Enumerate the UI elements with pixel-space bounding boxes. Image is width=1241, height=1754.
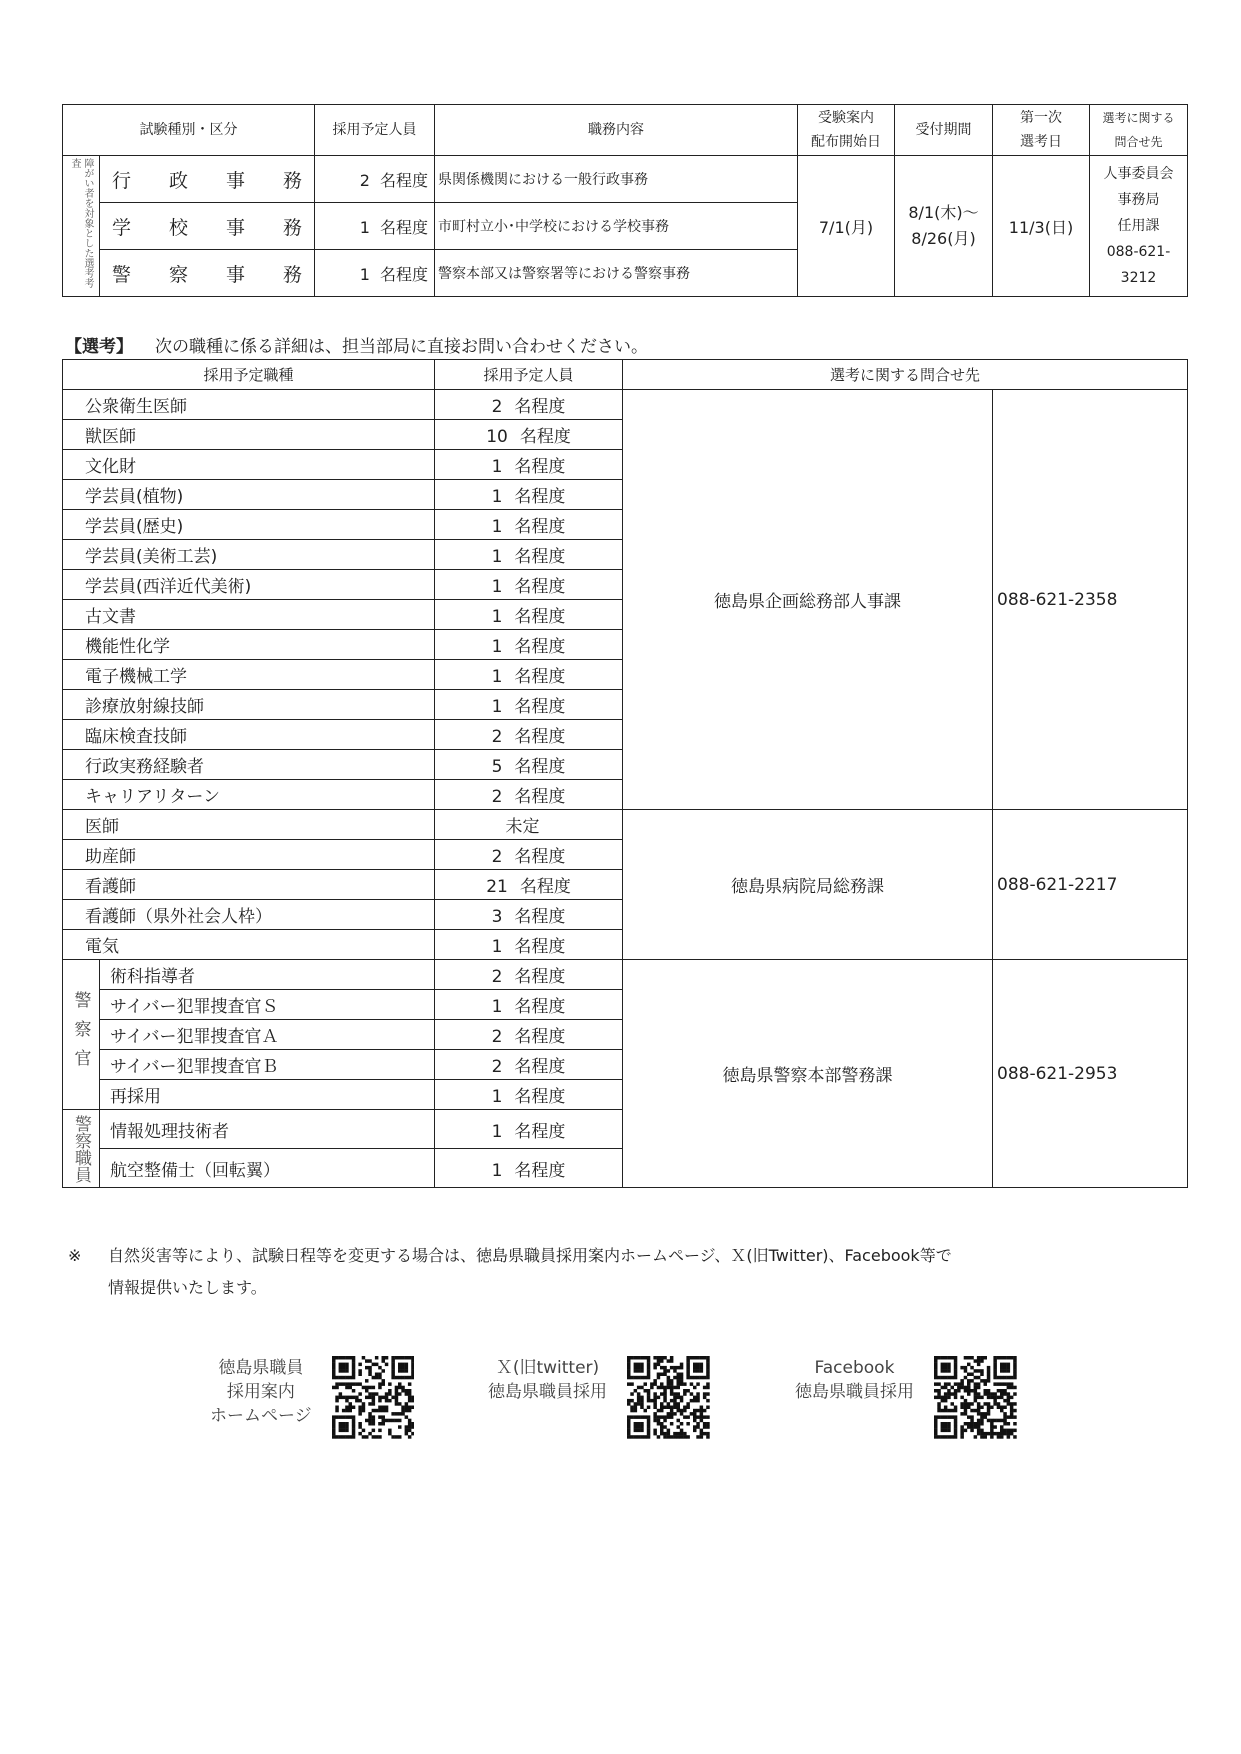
count-value: 1	[491, 667, 503, 687]
job-title: 医師	[63, 810, 435, 840]
table-row	[63, 156, 1188, 203]
planned-count	[435, 960, 623, 990]
table-header-row	[63, 360, 1188, 390]
header-category: 試験種別・区分	[63, 105, 315, 156]
job-title: 航空整備士（回転翼）	[100, 1149, 435, 1188]
count-value: 1	[491, 1160, 503, 1181]
count-value: 1	[491, 517, 503, 537]
qr-code-icon[interactable]	[627, 1356, 710, 1439]
contact-line: 事務局	[1117, 192, 1160, 208]
planned-count	[435, 840, 623, 870]
planned-count	[435, 1050, 623, 1080]
subgroup-label: 警察官	[63, 960, 100, 1110]
note-line: 情報提供いたします。	[108, 1278, 267, 1297]
job-title: 電子機械工学	[63, 660, 435, 690]
qr-label-line: Facebook	[814, 1358, 895, 1378]
planned-count	[435, 480, 623, 510]
duty-description: 警察本部又は警察署等における警察事務	[435, 250, 798, 297]
planned-count	[435, 930, 623, 960]
contact-line: 3212	[1120, 270, 1157, 286]
planned-count	[435, 750, 623, 780]
planned-count	[435, 630, 623, 660]
job-title: 学芸員(西洋近代美術)	[63, 570, 435, 600]
count-value: 3	[491, 907, 503, 927]
contact-department: 徳島県警察本部警務課	[623, 960, 993, 1188]
duty-description: 市町村立小･中学校における学校事務	[435, 203, 798, 250]
qr-label-line: 徳島県職員採用	[488, 1382, 607, 1402]
count-unit: 名程度	[514, 1057, 566, 1077]
job-title: 獣医師	[63, 420, 435, 450]
qr-code-graphic	[627, 1356, 710, 1439]
planned-count	[435, 780, 623, 810]
qr-label	[488, 1356, 607, 1404]
count-unit: 名程度	[514, 1121, 566, 1142]
note-line: 自然災害等により、試験日程等を変更する場合は、徳島県職員採用案内ホームページ、Ｘ(旧Twitter)、Facebook等で	[108, 1246, 952, 1265]
count-value: 1	[359, 264, 370, 284]
category-char: 警	[112, 263, 132, 286]
qr-label	[210, 1356, 312, 1428]
planned-count	[315, 203, 435, 250]
qr-x-twitter[interactable]	[488, 1356, 710, 1439]
header-line: 配布開始日	[811, 134, 881, 150]
exam-category	[100, 156, 315, 203]
header-line: 選考日	[1020, 134, 1062, 150]
note-mark: ※	[68, 1246, 82, 1265]
count-value: 2	[359, 170, 370, 190]
job-title: 学芸員(歴史)	[63, 510, 435, 540]
header-count: 採用予定人員	[435, 360, 623, 390]
contact-phone: 088-621-2953	[993, 960, 1188, 1188]
count-value: 2	[491, 397, 503, 417]
count-value: 10	[486, 427, 508, 447]
count-value: 1	[491, 1121, 503, 1142]
header-line: 問合せ先	[1114, 135, 1163, 149]
guide-start-date: 7/1(月)	[798, 156, 895, 297]
count-unit: 名程度	[514, 967, 566, 987]
contact-phone: 088-621-2358	[993, 390, 1188, 810]
job-title: 機能性化学	[63, 630, 435, 660]
count-unit: 名程度	[514, 937, 566, 957]
category-char: 政	[168, 169, 188, 192]
count-value: 2	[491, 727, 503, 747]
count-unit: 名程度	[514, 1027, 566, 1047]
count-value: 2	[491, 787, 503, 807]
count-value: 1	[491, 547, 503, 567]
job-title: キャリアリターン	[63, 780, 435, 810]
category-char: 事	[225, 169, 245, 192]
header-guide-start	[798, 105, 895, 156]
count-unit: 名程度	[379, 217, 428, 237]
category-char: 事	[225, 263, 245, 286]
count-value: 1	[491, 577, 503, 597]
header-application: 受付期間	[895, 105, 993, 156]
count-unit: 名程度	[514, 907, 566, 927]
count-unit: 名程度	[514, 787, 566, 807]
planned-count	[435, 1080, 623, 1110]
job-title: サイバー犯罪捜査官Ｓ	[100, 990, 435, 1020]
header-line: 第一次	[1020, 110, 1062, 126]
count-value: 21	[486, 877, 508, 897]
header-duties: 職務内容	[435, 105, 798, 156]
period-line: 8/1(木)～	[908, 203, 979, 222]
qr-label-line: 徳島県職員	[218, 1358, 304, 1378]
job-title: 学芸員(植物)	[63, 480, 435, 510]
group-label: 障がい者を対象とした選考考査	[63, 156, 100, 297]
planned-count	[435, 510, 623, 540]
planned-count	[435, 900, 623, 930]
count-unit: 名程度	[514, 697, 566, 717]
contact-department: 徳島県病院局総務課	[623, 810, 993, 960]
count-unit: 名程度	[514, 397, 566, 417]
count-unit: 名程度	[519, 877, 571, 897]
selection-intro: 次の職種に係る詳細は、担当部局に直接お問い合わせください。	[155, 337, 648, 357]
count-unit: 名程度	[514, 727, 566, 747]
job-title: 臨床検査技師	[63, 720, 435, 750]
count-value: 1	[491, 997, 503, 1017]
count-unit: 名程度	[379, 264, 428, 284]
job-title: 再採用	[100, 1080, 435, 1110]
qr-code-icon[interactable]	[934, 1356, 1017, 1439]
count-value: 未定	[505, 817, 540, 837]
count-unit: 名程度	[514, 1087, 566, 1107]
selection-heading	[65, 332, 648, 357]
qr-facebook[interactable]	[795, 1356, 1017, 1439]
job-title: サイバー犯罪捜査官Ｂ	[100, 1050, 435, 1080]
planned-count	[435, 1020, 623, 1050]
qr-label	[795, 1356, 914, 1404]
qr-label-line: 採用案内	[226, 1382, 295, 1402]
qr-homepage[interactable]	[210, 1356, 414, 1439]
category-char: 校	[168, 216, 188, 239]
job-title: 学芸員(美術工芸)	[63, 540, 435, 570]
table-row	[63, 960, 1188, 990]
count-value: 1	[491, 637, 503, 657]
planned-count	[435, 720, 623, 750]
count-value: 2	[491, 967, 503, 987]
table-row	[63, 810, 1188, 840]
count-unit: 名程度	[514, 667, 566, 687]
header-line: 受験案内	[818, 110, 874, 126]
contact-line: 088-621-	[1106, 244, 1171, 260]
category-name	[100, 166, 314, 193]
category-char: 行	[112, 169, 132, 192]
contact-department: 徳島県企画総務部人事課	[623, 390, 993, 810]
contact-info	[1090, 156, 1188, 297]
job-title: 情報処理技術者	[100, 1110, 435, 1149]
count-unit: 名程度	[514, 607, 566, 627]
contact-phone: 088-621-2217	[993, 810, 1188, 960]
job-title: 公衆衛生医師	[63, 390, 435, 420]
job-title: 行政実務経験者	[63, 750, 435, 780]
table-header-row	[63, 105, 1188, 156]
count-value: 1	[491, 457, 503, 477]
subgroup-label: 警察職員	[63, 1110, 100, 1188]
count-value: 1	[491, 697, 503, 717]
planned-count	[315, 250, 435, 297]
planned-count	[435, 660, 623, 690]
header-contact: 選考に関する問合せ先	[623, 360, 1188, 390]
job-title: 看護師（県外社会人枠）	[63, 900, 435, 930]
category-name	[100, 213, 314, 240]
count-unit: 名程度	[514, 547, 566, 567]
count-unit: 名程度	[514, 757, 566, 777]
planned-count	[435, 600, 623, 630]
count-unit: 名程度	[514, 1160, 566, 1181]
selection-table	[62, 359, 1188, 1188]
exam-schedule-table	[62, 104, 1188, 297]
planned-count	[435, 870, 623, 900]
header-contact	[1090, 105, 1188, 156]
contact-line: 任用課	[1117, 218, 1160, 234]
count-value: 2	[491, 1027, 503, 1047]
job-title: サイバー犯罪捜査官Ａ	[100, 1020, 435, 1050]
job-title: 電気	[63, 930, 435, 960]
first-exam-date: 11/3(日)	[993, 156, 1090, 297]
count-unit: 名程度	[514, 637, 566, 657]
qr-code-graphic	[332, 1356, 415, 1439]
exam-category	[100, 250, 315, 297]
planned-count	[435, 690, 623, 720]
header-first-exam	[993, 105, 1090, 156]
qr-code-graphic	[934, 1356, 1017, 1439]
table-row	[63, 390, 1188, 420]
count-unit: 名程度	[519, 427, 571, 447]
job-title: 診療放射線技師	[63, 690, 435, 720]
exam-category	[100, 203, 315, 250]
count-unit: 名程度	[379, 170, 428, 190]
planned-count	[435, 810, 623, 840]
header-count: 採用予定人員	[315, 105, 435, 156]
job-title: 古文書	[63, 600, 435, 630]
planned-count	[435, 990, 623, 1020]
count-value: 2	[491, 847, 503, 867]
planned-count	[435, 1110, 623, 1149]
planned-count	[435, 1149, 623, 1188]
category-char: 務	[282, 216, 302, 239]
count-unit: 名程度	[514, 997, 566, 1017]
duty-description: 県関係機関における一般行政事務	[435, 156, 798, 203]
planned-count	[315, 156, 435, 203]
qr-label-line: Ｘ(旧twitter)	[495, 1358, 600, 1378]
count-value: 2	[491, 1057, 503, 1077]
qr-code-icon[interactable]	[332, 1356, 415, 1439]
planned-count	[435, 570, 623, 600]
job-title: 助産師	[63, 840, 435, 870]
category-char: 察	[168, 263, 188, 286]
period-line: 8/26(月)	[911, 229, 976, 248]
count-value: 5	[491, 757, 503, 777]
header-line: 選考に関する	[1102, 111, 1175, 125]
count-unit: 名程度	[514, 577, 566, 597]
footnote	[68, 1240, 952, 1304]
planned-count	[435, 540, 623, 570]
contact-line: 人事委員会	[1103, 166, 1174, 182]
selection-title: 【選考】	[65, 337, 133, 357]
count-unit: 名程度	[514, 517, 566, 537]
job-title: 術科指導者	[100, 960, 435, 990]
count-value: 1	[491, 937, 503, 957]
category-name	[100, 260, 314, 287]
qr-label-line: ホームページ	[210, 1406, 312, 1426]
count-value: 1	[491, 607, 503, 627]
header-job: 採用予定職種	[63, 360, 435, 390]
planned-count	[435, 450, 623, 480]
qr-label-line: 徳島県職員採用	[795, 1382, 914, 1402]
application-period	[895, 156, 993, 297]
category-char: 務	[282, 169, 302, 192]
planned-count	[435, 420, 623, 450]
count-unit: 名程度	[514, 847, 566, 867]
category-char: 務	[282, 263, 302, 286]
count-value: 1	[359, 217, 370, 237]
count-value: 1	[491, 1087, 503, 1107]
planned-count	[435, 390, 623, 420]
count-value: 1	[491, 487, 503, 507]
count-unit: 名程度	[514, 487, 566, 507]
job-title: 看護師	[63, 870, 435, 900]
job-title: 文化財	[63, 450, 435, 480]
category-char: 学	[112, 216, 132, 239]
category-char: 事	[225, 216, 245, 239]
count-unit: 名程度	[514, 457, 566, 477]
